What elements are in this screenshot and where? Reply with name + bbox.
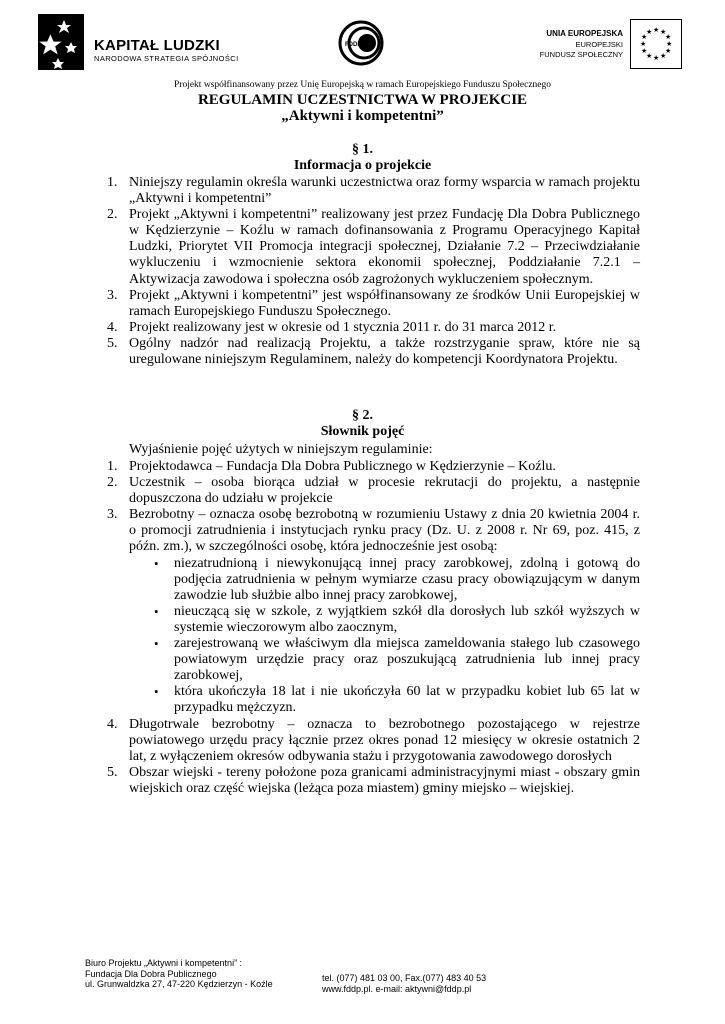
bullet-icon: • <box>154 636 159 652</box>
item-text: Projektodawca – Fundacja Dla Dobra Publicznego w Kędzierzynie – Koźlu. <box>129 459 556 474</box>
item-text: Projekt realizowany jest w okresie od 1 stycznia 2011 r. do 31 marca 2012 r. <box>129 319 557 335</box>
fddp-logo-text: FDDP <box>345 42 362 48</box>
bullet-text: nieuczącą się w szkole, z wyjątkiem szkół dla dorosłych lub szkół wyższych w systemie wieczorowym albo zaocznym, <box>174 603 640 635</box>
footer-address <box>85 958 273 990</box>
bullet-text: która ukończyła 18 lat i nie ukończyła 60 lat w przypadku kobiet lub 65 lat w przypadku mężczyzn. <box>174 684 640 716</box>
item-text: Projekt „Aktywni i kompetentni” realizowany jest przez Fundację Dla Dobra Publicznego w Kędzierzynie – Koźlu w ramach dofinansowania z Programu Operacyjnego Kapitał Ludzki, Priorytet VII Promocja integracji społecznej, Działanie 7.2 – Przeciwdziałanie wykluczeniu i wzmocnienie sektora ekonomii społecznej, Poddziałanie 7.2.1 – Aktywizacja zawodowa i społeczna osób zagrożonych wykluczeniem społecznym. <box>129 207 640 287</box>
section-1-number: § 1. <box>352 142 373 157</box>
section-1-list <box>105 175 640 368</box>
cofinancing-note: Projekt współfinansowany przez Unię Europejską w ramach Europejskiego Funduszu Społecznego <box>174 80 551 90</box>
list-item <box>105 288 640 320</box>
document-title: REGULAMIN UCZESTNICTWA W PROJEKCIE <box>197 92 528 108</box>
item-number: 3. <box>107 507 118 523</box>
item-number: 2. <box>107 475 118 491</box>
section-1-header <box>0 142 725 174</box>
item-number: 3. <box>107 287 118 303</box>
footer-office-line-1: Biuro Projektu „Aktywni i kompetentni” : <box>85 958 243 968</box>
item-number: 5. <box>107 335 118 351</box>
kapital-ludzki-logo-icon <box>38 14 84 70</box>
eu-flag-icon <box>630 19 682 69</box>
item-number: 4. <box>107 716 118 732</box>
list-item <box>105 336 640 368</box>
bullet-icon: • <box>154 603 159 619</box>
item-text: Uczestnik – osoba biorąca udział w procesie rekrutacji do projektu, a następnie dopuszczona do udziału w projekcie <box>129 475 640 507</box>
svg-text:★: ★ <box>641 33 648 41</box>
list-item <box>105 175 640 207</box>
item-number: 1. <box>107 459 118 474</box>
eu-line-3: FUNDUSZ SPOŁECZNY <box>539 50 623 59</box>
svg-text:★: ★ <box>660 28 667 36</box>
list-item <box>105 320 640 336</box>
section-2-header <box>0 408 725 440</box>
item-number: 1. <box>107 175 118 190</box>
footer-office-line-2: Fundacja Dla Dobra Publicznego <box>85 968 217 979</box>
bullet-text: niezatrudnioną i niewykonującą innej pracy zarobkowej, zdolną i gotową do podjęcia zatrudnienia w pełnym wymiarze czasu pracy obowiązującym w danym zawodzie lub służbie albo innej pracy zarobkowej, <box>174 555 640 603</box>
section-2-intro: Wyjaśnienie pojęć użytych w niniejszym regulaminie: <box>129 442 433 457</box>
item-number: 2. <box>107 207 118 223</box>
item-text: Długotrwale bezrobotny – oznacza to bezrobotnego pozostającego w rejestrze powiatowego urzędu pracy łącznie przez okres ponad 12 miesięcy w okresie ostatnich 2 lat, z wyłączeniem okresów odbywania stażu i przygotowania zawodowego dorosłych <box>129 716 640 764</box>
svg-text:★: ★ <box>666 40 673 48</box>
svg-text:★: ★ <box>641 47 648 55</box>
list-item <box>105 207 640 287</box>
eu-line-2: EUROPEJSKI <box>575 39 623 49</box>
item-number: 5. <box>107 764 118 780</box>
section-2-heading: Słownik pojęć <box>320 424 405 439</box>
section-2-number: § 2. <box>352 408 373 423</box>
footer-web-email: www.fddp.pl. e-mail: aktywni@fddp.pl <box>322 983 472 994</box>
document-title-block <box>0 92 725 124</box>
svg-text:★: ★ <box>646 28 653 36</box>
eu-line-1: UNIA EUROPEJSKA <box>546 29 623 38</box>
bullet-item <box>129 604 640 636</box>
logo-title: KAPITAŁ LUDZKI <box>94 37 220 54</box>
bullet-icon: • <box>154 684 159 700</box>
list-item <box>105 717 640 765</box>
footer-office-line-3: ul. Grunwaldzka 27, 47-220 Kędzierzyn - Koźle <box>85 979 273 989</box>
item-text: Projekt „Aktywni i kompetentni” jest współfinansowany ze środków Unii Europejskiej w ramach Europejskiego Funduszu Społecznego. <box>129 287 640 319</box>
list-item <box>105 459 640 475</box>
item-number: 4. <box>107 319 118 335</box>
item-text: Ogólny nadzór nad realizacją Projektu, a także rozstrzyganie spraw, które nie są uregulowane niniejszym Regulaminem, należy do kompetencji Koordynatora Projektu. <box>129 335 640 368</box>
footer-phone: tel. (077) 481 03 00, Fax.(077) 483 40 53 <box>322 973 487 983</box>
bullet-text: zarejestrowaną we właściwym dla miejsca zameldowania stałego lub czasowego powiatowym urzędzie pracy oraz poszukującą zatrudnienia lub innej pracy zarobkowej, <box>174 636 640 684</box>
item-text: Obszar wiejski - tereny położone poza granicami administracyjnymi miast - obszary gmin wiejskich oraz część wiejska (leżąca poza miastem) gminy miejsko – wiejskiej. <box>129 764 640 796</box>
svg-text:★: ★ <box>660 52 667 60</box>
bullet-item <box>129 636 640 684</box>
item-text: Niniejszy regulamin określa warunki uczestnictwa oraz formy wsparcia w ramach projektu „Aktywni i kompetentni” <box>129 175 640 207</box>
bullet-item <box>129 556 640 604</box>
item-text: Bezrobotny – oznacza osobę bezrobotną w rozumieniu Ustawy z dnia 20 kwietnia 2004 r. o promocji zatrudnienia i instytucjach rynku pracy (Dz. U. z 2008 r. Nr 69, poz. 415, z późn. zm.), w szczególności osobę, która jednocześnie jest osobą: <box>129 507 640 555</box>
page-header <box>0 0 725 80</box>
svg-text:★: ★ <box>646 52 653 60</box>
bullet-list <box>129 556 640 717</box>
svg-text:★: ★ <box>665 47 672 55</box>
svg-text:★: ★ <box>665 33 672 41</box>
list-item <box>105 507 640 716</box>
svg-text:★: ★ <box>640 40 647 48</box>
logo-subtitle: NARODOWA STRATEGIA SPÓJNOŚCI <box>94 54 239 63</box>
section-2-list <box>105 459 640 797</box>
eu-label <box>540 29 623 61</box>
svg-text:★: ★ <box>653 54 660 62</box>
list-item <box>105 765 640 797</box>
list-item <box>105 475 640 507</box>
footer-contact <box>322 973 486 994</box>
svg-text:★: ★ <box>653 26 660 34</box>
fddp-logo-icon <box>338 20 384 66</box>
section-1-heading: Informacja o projekcie <box>293 158 432 173</box>
bullet-item <box>129 684 640 716</box>
document-subtitle: „Aktywni i kompetentni” <box>281 108 444 124</box>
bullet-icon: • <box>154 555 159 571</box>
